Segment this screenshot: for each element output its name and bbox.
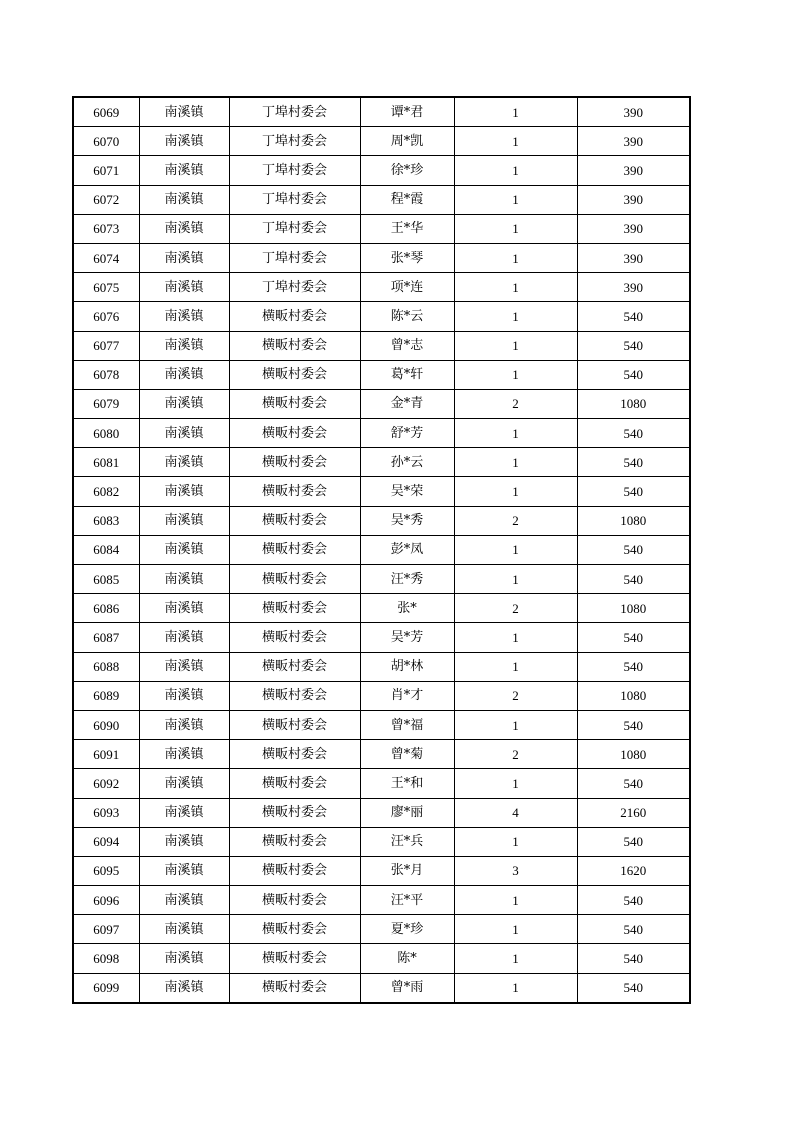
cell-count: 2 [454,594,577,623]
cell-amount: 540 [577,652,690,681]
cell-count: 1 [454,419,577,448]
table-row [73,477,690,506]
cell-person-name: 廖*丽 [360,798,454,827]
cell-town: 南溪镇 [139,419,229,448]
cell-person-name: 曾*雨 [360,973,454,1003]
cell-serial-number: 6093 [73,798,139,827]
table-row [73,419,690,448]
cell-count: 4 [454,798,577,827]
cell-person-name: 金*青 [360,389,454,418]
cell-count: 1 [454,535,577,564]
cell-count: 1 [454,302,577,331]
table-row [73,535,690,564]
table-row [73,185,690,214]
cell-person-name: 曾*福 [360,710,454,739]
cell-count: 1 [454,710,577,739]
cell-village-committee: 横畈村委会 [229,973,360,1003]
records-table [72,96,691,1004]
cell-amount: 540 [577,448,690,477]
cell-village-committee: 丁埠村委会 [229,185,360,214]
cell-person-name: 胡*林 [360,652,454,681]
cell-count: 1 [454,565,577,594]
cell-person-name: 王*和 [360,769,454,798]
cell-village-committee: 横畈村委会 [229,594,360,623]
cell-town: 南溪镇 [139,477,229,506]
cell-town: 南溪镇 [139,185,229,214]
cell-serial-number: 6079 [73,389,139,418]
cell-serial-number: 6085 [73,565,139,594]
table-row [73,127,690,156]
cell-person-name: 项*连 [360,273,454,302]
cell-amount: 540 [577,535,690,564]
cell-amount: 1080 [577,506,690,535]
cell-village-committee: 横畈村委会 [229,769,360,798]
cell-town: 南溪镇 [139,827,229,856]
cell-serial-number: 6084 [73,535,139,564]
table-row [73,331,690,360]
cell-count: 1 [454,97,577,127]
cell-village-committee: 横畈村委会 [229,623,360,652]
cell-amount: 1080 [577,594,690,623]
cell-person-name: 舒*芳 [360,419,454,448]
table-row [73,652,690,681]
cell-village-committee: 横畈村委会 [229,535,360,564]
cell-person-name: 夏*珍 [360,915,454,944]
cell-town: 南溪镇 [139,623,229,652]
cell-amount: 540 [577,973,690,1003]
table-row [73,389,690,418]
cell-amount: 1080 [577,389,690,418]
cell-amount: 390 [577,127,690,156]
cell-person-name: 汪*平 [360,886,454,915]
cell-village-committee: 横畈村委会 [229,798,360,827]
cell-serial-number: 6098 [73,944,139,973]
cell-serial-number: 6099 [73,973,139,1003]
cell-town: 南溪镇 [139,886,229,915]
cell-count: 1 [454,185,577,214]
cell-serial-number: 6075 [73,273,139,302]
cell-person-name: 彭*凤 [360,535,454,564]
cell-count: 1 [454,273,577,302]
cell-serial-number: 6073 [73,214,139,243]
cell-amount: 390 [577,214,690,243]
table-row [73,769,690,798]
cell-town: 南溪镇 [139,798,229,827]
table-row [73,740,690,769]
cell-serial-number: 6074 [73,243,139,272]
cell-town: 南溪镇 [139,302,229,331]
cell-person-name: 谭*君 [360,97,454,127]
cell-amount: 540 [577,331,690,360]
cell-count: 3 [454,856,577,885]
cell-person-name: 陈*云 [360,302,454,331]
cell-person-name: 张*月 [360,856,454,885]
cell-serial-number: 6091 [73,740,139,769]
cell-serial-number: 6076 [73,302,139,331]
cell-person-name: 汪*秀 [360,565,454,594]
cell-count: 1 [454,827,577,856]
cell-serial-number: 6090 [73,710,139,739]
cell-village-committee: 横畈村委会 [229,448,360,477]
cell-town: 南溪镇 [139,944,229,973]
cell-village-committee: 横畈村委会 [229,740,360,769]
cell-person-name: 曾*菊 [360,740,454,769]
cell-town: 南溪镇 [139,594,229,623]
cell-town: 南溪镇 [139,740,229,769]
cell-serial-number: 6078 [73,360,139,389]
cell-village-committee: 丁埠村委会 [229,243,360,272]
cell-person-name: 吴*秀 [360,506,454,535]
cell-count: 1 [454,623,577,652]
table-row [73,886,690,915]
cell-town: 南溪镇 [139,565,229,594]
table-row [73,973,690,1003]
cell-town: 南溪镇 [139,535,229,564]
cell-amount: 1080 [577,740,690,769]
cell-person-name: 吴*芳 [360,623,454,652]
cell-person-name: 汪*兵 [360,827,454,856]
cell-village-committee: 横畈村委会 [229,681,360,710]
table-row [73,710,690,739]
table-row [73,798,690,827]
cell-person-name: 孙*云 [360,448,454,477]
cell-amount: 2160 [577,798,690,827]
cell-person-name: 徐*珍 [360,156,454,185]
cell-person-name: 曾*志 [360,331,454,360]
cell-serial-number: 6071 [73,156,139,185]
cell-town: 南溪镇 [139,331,229,360]
table-row [73,827,690,856]
cell-amount: 540 [577,944,690,973]
cell-amount: 540 [577,360,690,389]
table-row [73,156,690,185]
cell-village-committee: 横畈村委会 [229,652,360,681]
cell-amount: 390 [577,185,690,214]
cell-person-name: 陈* [360,944,454,973]
cell-village-committee: 丁埠村委会 [229,127,360,156]
cell-serial-number: 6069 [73,97,139,127]
cell-town: 南溪镇 [139,652,229,681]
cell-count: 1 [454,360,577,389]
cell-count: 2 [454,740,577,769]
cell-count: 1 [454,243,577,272]
cell-amount: 540 [577,623,690,652]
table-row [73,360,690,389]
cell-village-committee: 丁埠村委会 [229,97,360,127]
cell-count: 2 [454,506,577,535]
cell-serial-number: 6072 [73,185,139,214]
table-row [73,97,690,127]
cell-amount: 390 [577,156,690,185]
cell-count: 1 [454,944,577,973]
cell-serial-number: 6083 [73,506,139,535]
cell-count: 1 [454,477,577,506]
cell-serial-number: 6070 [73,127,139,156]
cell-serial-number: 6096 [73,886,139,915]
cell-town: 南溪镇 [139,97,229,127]
cell-town: 南溪镇 [139,243,229,272]
cell-serial-number: 6088 [73,652,139,681]
cell-amount: 540 [577,477,690,506]
cell-person-name: 王*华 [360,214,454,243]
cell-serial-number: 6081 [73,448,139,477]
cell-amount: 540 [577,915,690,944]
cell-village-committee: 横畈村委会 [229,827,360,856]
cell-person-name: 吴*荣 [360,477,454,506]
table-row [73,915,690,944]
cell-count: 1 [454,156,577,185]
table-row [73,856,690,885]
cell-village-committee: 横畈村委会 [229,944,360,973]
cell-person-name: 张* [360,594,454,623]
cell-count: 1 [454,973,577,1003]
cell-town: 南溪镇 [139,710,229,739]
cell-amount: 540 [577,302,690,331]
cell-village-committee: 横畈村委会 [229,565,360,594]
cell-serial-number: 6082 [73,477,139,506]
cell-village-committee: 横畈村委会 [229,710,360,739]
cell-count: 1 [454,915,577,944]
cell-amount: 540 [577,886,690,915]
cell-town: 南溪镇 [139,127,229,156]
table-row [73,273,690,302]
cell-count: 1 [454,214,577,243]
cell-village-committee: 横畈村委会 [229,360,360,389]
table-row [73,944,690,973]
cell-count: 1 [454,769,577,798]
cell-town: 南溪镇 [139,506,229,535]
cell-count: 2 [454,681,577,710]
records-body [73,97,690,1003]
cell-count: 2 [454,389,577,418]
cell-village-committee: 横畈村委会 [229,506,360,535]
table-row [73,681,690,710]
cell-serial-number: 6095 [73,856,139,885]
cell-amount: 1620 [577,856,690,885]
cell-person-name: 肖*才 [360,681,454,710]
table-row [73,594,690,623]
table-row [73,506,690,535]
cell-town: 南溪镇 [139,389,229,418]
cell-town: 南溪镇 [139,156,229,185]
cell-count: 1 [454,886,577,915]
table-row [73,214,690,243]
cell-count: 1 [454,448,577,477]
cell-person-name: 周*凯 [360,127,454,156]
cell-town: 南溪镇 [139,856,229,885]
cell-village-committee: 横畈村委会 [229,856,360,885]
cell-amount: 390 [577,97,690,127]
cell-serial-number: 6092 [73,769,139,798]
cell-serial-number: 6077 [73,331,139,360]
cell-serial-number: 6086 [73,594,139,623]
cell-amount: 1080 [577,681,690,710]
cell-village-committee: 横畈村委会 [229,419,360,448]
cell-count: 1 [454,331,577,360]
cell-village-committee: 横畈村委会 [229,389,360,418]
table-row [73,448,690,477]
cell-town: 南溪镇 [139,273,229,302]
cell-amount: 390 [577,273,690,302]
cell-serial-number: 6080 [73,419,139,448]
cell-amount: 540 [577,419,690,448]
cell-village-committee: 横畈村委会 [229,331,360,360]
cell-person-name: 张*琴 [360,243,454,272]
cell-amount: 540 [577,565,690,594]
cell-amount: 540 [577,769,690,798]
table-row [73,623,690,652]
table-row [73,565,690,594]
cell-town: 南溪镇 [139,360,229,389]
cell-serial-number: 6089 [73,681,139,710]
cell-town: 南溪镇 [139,448,229,477]
cell-serial-number: 6094 [73,827,139,856]
cell-serial-number: 6087 [73,623,139,652]
cell-village-committee: 丁埠村委会 [229,214,360,243]
cell-town: 南溪镇 [139,214,229,243]
cell-count: 1 [454,127,577,156]
table-row [73,302,690,331]
cell-village-committee: 横畈村委会 [229,886,360,915]
cell-town: 南溪镇 [139,973,229,1003]
cell-town: 南溪镇 [139,769,229,798]
cell-amount: 540 [577,827,690,856]
table-row [73,243,690,272]
cell-serial-number: 6097 [73,915,139,944]
cell-village-committee: 横畈村委会 [229,477,360,506]
cell-count: 1 [454,652,577,681]
cell-town: 南溪镇 [139,681,229,710]
cell-town: 南溪镇 [139,915,229,944]
cell-village-committee: 丁埠村委会 [229,156,360,185]
cell-person-name: 程*霞 [360,185,454,214]
cell-village-committee: 横畈村委会 [229,915,360,944]
cell-village-committee: 丁埠村委会 [229,273,360,302]
cell-amount: 540 [577,710,690,739]
cell-village-committee: 横畈村委会 [229,302,360,331]
cell-amount: 390 [577,243,690,272]
cell-person-name: 葛*轩 [360,360,454,389]
